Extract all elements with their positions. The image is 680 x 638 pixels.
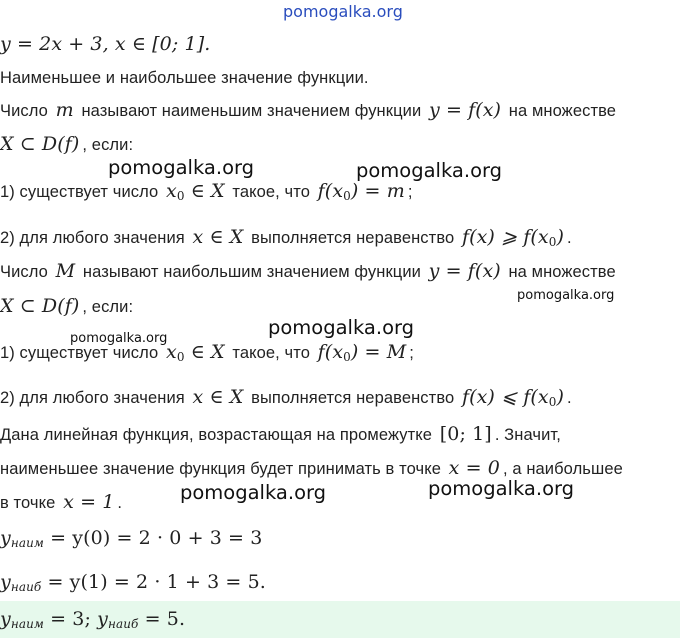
math-answer: $y_{наим} = 3$; $y_{наиб} = 5$.: [0, 608, 186, 631]
text: . Значит,: [494, 426, 561, 444]
conclusion-line2: [0, 456, 623, 481]
math-interval: [0; 1]: [439, 423, 492, 445]
max-definition-line2: [0, 294, 133, 319]
math-func: y = f(x): [428, 260, 501, 282]
watermark: pomogalka.org: [428, 477, 575, 500]
min-item-2: [0, 225, 572, 254]
text: , если:: [82, 298, 134, 316]
math-set: X ⊂ D(f): [0, 133, 80, 155]
condition-line: [0, 32, 213, 57]
text: называют наибольшим значением функции: [82, 263, 421, 281]
text: такое, что: [232, 344, 310, 362]
text: в точке: [0, 494, 56, 512]
text: 1) существует число: [0, 344, 159, 362]
math-y-max: $y_{наиб} = y(1) = 2 \cdot 1 + 3 = 5$.: [0, 571, 266, 594]
watermark: pomogalka.org: [268, 316, 415, 339]
text: такое, что: [232, 183, 310, 201]
watermark: pomogalka.org: [70, 331, 168, 346]
math-x-in-X: x ∈ X: [192, 386, 244, 408]
math-x-in-X: x ∈ X: [192, 226, 244, 248]
math-var: m: [55, 99, 74, 121]
watermark: pomogalka.org: [517, 288, 615, 303]
watermark: pomogalka.org: [356, 159, 503, 182]
math-x0: $x_0$ ∈ X: [166, 341, 225, 364]
text: ;: [409, 344, 414, 362]
text: на множестве: [508, 263, 616, 281]
calc-min: [0, 526, 265, 555]
max-item-1: [0, 340, 414, 369]
text: Число: [0, 102, 48, 120]
math-y-min: $y_{наим} = y(0) = 2 \cdot 0 + 3 = 3$: [0, 527, 263, 550]
answer-line: [0, 607, 188, 636]
calc-max: [0, 570, 269, 599]
text: .: [566, 229, 572, 247]
math-x0-value: x = 0: [448, 457, 500, 479]
section-heading: Наименьшее и наибольшее значение функции.: [0, 69, 369, 87]
watermark: pomogalka.org: [108, 156, 255, 179]
text: 2) для любого значения: [0, 389, 185, 407]
conclusion-line1: [0, 422, 561, 447]
min-item-1: [0, 179, 413, 208]
condition-formula: y = 2x + 3, x ∈ [0; 1].: [0, 33, 211, 55]
math-x1-value: x = 1: [63, 491, 115, 513]
text: Дана линейная функция, возрастающая на промежутке: [0, 426, 433, 444]
max-definition-line1: [0, 259, 616, 284]
math-x0: $x_0$ ∈ X: [166, 180, 225, 203]
conclusion-line3: [0, 490, 122, 515]
math-inequality: f(x) ⩽ $f(x_0)$: [461, 386, 564, 409]
min-definition-line1: [0, 98, 616, 123]
math-fx0: $f(x_0) = M$: [317, 341, 407, 364]
max-item-2: [0, 385, 572, 414]
text: ;: [407, 183, 413, 201]
text: 1) существует число: [0, 183, 159, 201]
watermark-top: pomogalka.org: [283, 2, 403, 21]
text: .: [117, 494, 123, 512]
text: Число: [0, 263, 48, 281]
text: на множестве: [508, 102, 617, 120]
text: наименьшее значение функция будет принимать в точке: [0, 460, 441, 478]
text: , а наибольшее: [502, 460, 623, 478]
text: 2) для любого значения: [0, 229, 185, 247]
math-fx0: $f(x_0) = m$: [317, 180, 405, 203]
math-func: y = f(x): [428, 99, 502, 121]
text: , если:: [82, 136, 134, 154]
watermark: pomogalka.org: [180, 481, 327, 504]
text: выполняется неравенство: [251, 389, 455, 407]
text: выполняется неравенство: [251, 229, 455, 247]
math-set: X ⊂ D(f): [0, 295, 80, 317]
min-definition-line2: [0, 132, 133, 157]
text: .: [566, 389, 572, 407]
math-inequality: f(x) ⩾ $f(x_0)$: [461, 226, 564, 249]
math-var: M: [55, 260, 76, 282]
text: называют наименьшим значением функции: [81, 102, 422, 120]
